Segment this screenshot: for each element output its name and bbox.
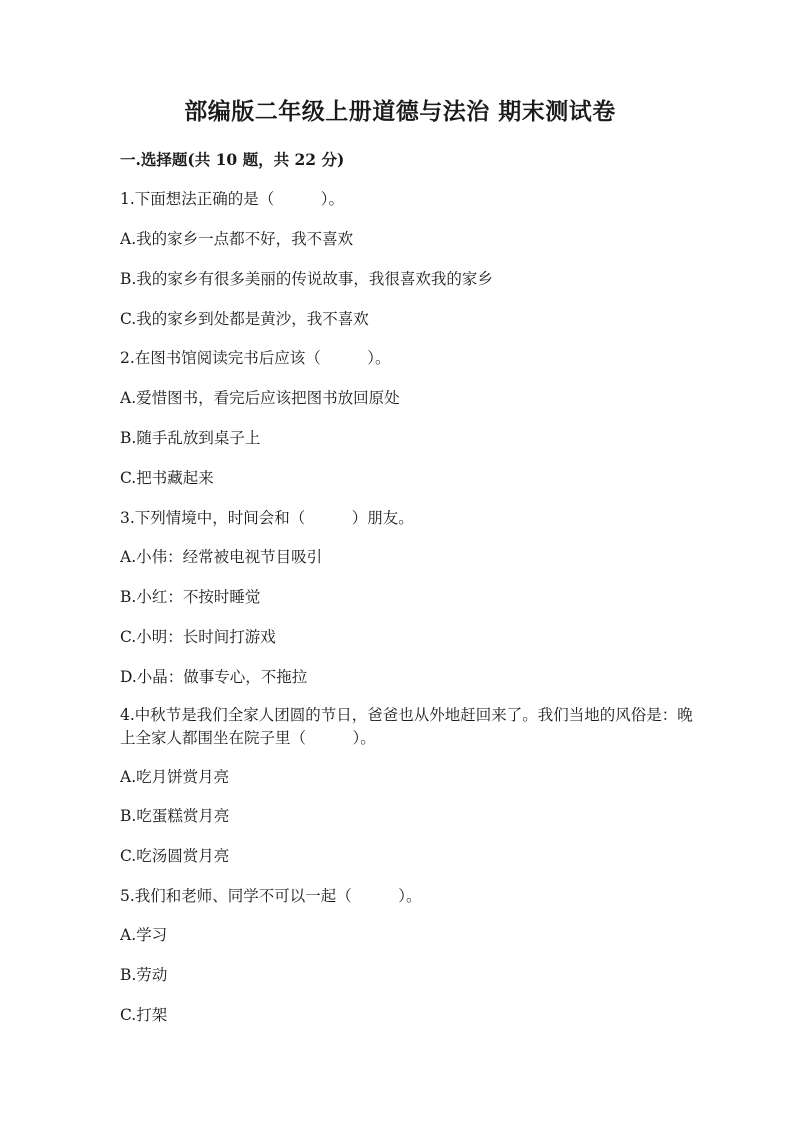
question-3-stem: 3.下列情境中，时间会和（ ）朋友。 bbox=[120, 509, 414, 527]
question-5-stem: 5.我们和老师、同学不可以一起（ ）。 bbox=[120, 887, 422, 905]
question-2-option-c[interactable]: C.把书藏起来 bbox=[120, 469, 214, 487]
question-2-option-a[interactable]: A.爱惜图书，看完后应该把图书放回原处 bbox=[120, 389, 400, 407]
question-2-option-b[interactable]: B.随手乱放到桌子上 bbox=[120, 429, 261, 447]
question-1-option-b[interactable]: B.我的家乡有很多美丽的传说故事，我很喜欢我的家乡 bbox=[120, 270, 493, 288]
question-3-option-a[interactable]: A.小伟：经常被电视节目吸引 bbox=[120, 548, 323, 566]
question-5-option-a[interactable]: A.学习 bbox=[120, 926, 168, 944]
question-5-option-c[interactable]: C.打架 bbox=[120, 1006, 168, 1024]
question-3-option-c[interactable]: C.小明：长时间打游戏 bbox=[120, 628, 276, 646]
question-3-option-b[interactable]: B.小红：不按时睡觉 bbox=[120, 588, 261, 606]
question-1-stem: 1.下面想法正确的是（ ）。 bbox=[120, 190, 345, 208]
section-heading: 一.选择题(共 10 题，共 22 分) bbox=[120, 150, 345, 169]
question-4-stem: 4.中秋节是我们全家人团圆的节日，爸爸也从外地赶回来了。我们当地的风俗是：晚上全家人都围坐在院子里（ ）。 bbox=[120, 706, 693, 747]
question-4-option-c[interactable]: C.吃汤圆赏月亮 bbox=[120, 847, 230, 865]
question-1-option-a[interactable]: A.我的家乡一点都不好，我不喜欢 bbox=[120, 230, 354, 248]
question-4-option-b[interactable]: B.吃蛋糕赏月亮 bbox=[120, 807, 230, 825]
question-4-option-a[interactable]: A.吃月饼赏月亮 bbox=[120, 768, 230, 786]
question-5-option-b[interactable]: B.劳动 bbox=[120, 966, 168, 984]
page-title: 部编版二年级上册道德与法治 期末测试卷 bbox=[184, 98, 616, 125]
question-2-stem: 2.在图书馆阅读完书后应该（ ）。 bbox=[120, 349, 391, 367]
question-1-option-c[interactable]: C.我的家乡到处都是黄沙，我不喜欢 bbox=[120, 310, 369, 328]
question-3-option-d[interactable]: D.小晶：做事专心，不拖拉 bbox=[120, 668, 308, 686]
